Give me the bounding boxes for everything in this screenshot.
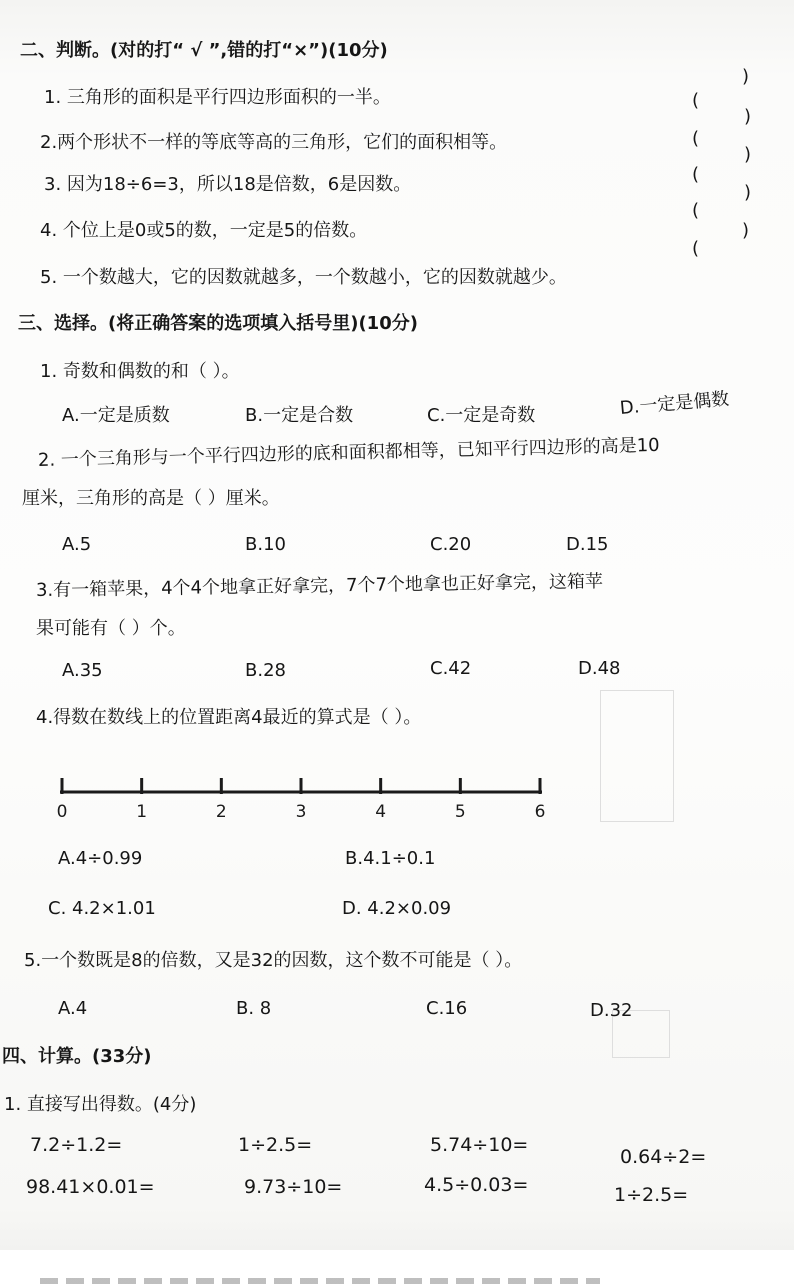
calc-row1-item-3: 5.74÷10= bbox=[430, 1134, 529, 1156]
number-line bbox=[50, 768, 560, 828]
judge-item-1: 1. 三角形的面积是平行四边形面积的一半。 bbox=[44, 87, 391, 108]
choice-q3-option-a: A.35 bbox=[62, 660, 103, 681]
page-bottom-edge bbox=[0, 1250, 794, 1286]
choice-q3-option-b: B.28 bbox=[245, 660, 286, 681]
judge-paren-open-1[interactable]: ( bbox=[692, 90, 700, 111]
choice-q5-option-a: A.4 bbox=[58, 998, 88, 1019]
judge-paren-close-3: ) bbox=[744, 144, 752, 165]
choice-q4-stem: 4.得数在数线上的位置距离4最近的算式是（ ）。 bbox=[36, 707, 422, 728]
number-line-label-2: 2 bbox=[215, 802, 227, 822]
choice-q1-option-c: C.一定是奇数 bbox=[427, 405, 536, 426]
number-line-label-0: 0 bbox=[56, 802, 68, 822]
calc-row1-item-4: 0.64÷2= bbox=[620, 1146, 707, 1168]
judge-item-4: 4. 个位上是0或5的数，一定是5的倍数。 bbox=[40, 220, 368, 241]
number-line-label-1: 1 bbox=[136, 802, 148, 822]
choice-q4-option-c: C. 4.2×1.01 bbox=[48, 898, 156, 919]
judge-paren-close-2: ) bbox=[744, 106, 752, 127]
choice-q2-option-d: D.15 bbox=[566, 534, 609, 555]
judge-paren-open-2[interactable]: ( bbox=[692, 128, 700, 149]
judge-paren-close-5: ) bbox=[742, 220, 750, 241]
choice-q1-option-d: D.一定是偶数 bbox=[619, 388, 731, 419]
choice-q3-stem-line1: 3.有一箱苹果，4个4个地拿正好拿完，7个7个地拿也正好拿完，这箱苹 bbox=[35, 571, 604, 601]
judge-paren-open-4[interactable]: ( bbox=[692, 200, 700, 221]
choice-q2-option-a: A.5 bbox=[62, 534, 92, 555]
bleed-through-figure bbox=[600, 690, 674, 822]
choice-q2-option-b: B.10 bbox=[245, 534, 286, 555]
calc-row2-item-3: 4.5÷0.03= bbox=[424, 1174, 529, 1196]
choice-q3-option-d: D.48 bbox=[578, 658, 621, 679]
calc-heading: 四、计算。(33分) bbox=[2, 1046, 152, 1067]
choice-q2-stem-line1: 2. 一个三角形与一个平行四边形的底和面积都相等，已知平行四边形的高是10 bbox=[37, 434, 660, 471]
judge-item-3: 3. 因为18÷6=3，所以18是倍数，6是因数。 bbox=[44, 174, 412, 195]
judge-paren-open-3[interactable]: ( bbox=[692, 164, 700, 185]
judge-item-2: 2.两个形状不一样的等底等高的三角形，它们的面积相等。 bbox=[40, 132, 508, 153]
choice-q5-stem: 5.一个数既是8的倍数，又是32的因数，这个数不可能是（ ）。 bbox=[24, 950, 523, 971]
choice-q1-option-a: A.一定是质数 bbox=[62, 405, 170, 426]
choice-q4-option-b: B.4.1÷0.1 bbox=[345, 848, 436, 869]
choice-q1-stem: 1. 奇数和偶数的和（ ）。 bbox=[40, 361, 240, 382]
calc-row2-item-2: 9.73÷10= bbox=[244, 1176, 343, 1198]
choice-q5-option-c: C.16 bbox=[426, 998, 468, 1019]
choice-q2-option-c: C.20 bbox=[430, 534, 472, 555]
judge-paren-open-5[interactable]: ( bbox=[692, 238, 700, 259]
choice-q2-stem-line2: 厘米，三角形的高是（ ）厘米。 bbox=[22, 488, 280, 509]
number-line-label-4: 4 bbox=[375, 802, 387, 822]
choice-q4-option-a: A.4÷0.99 bbox=[58, 848, 143, 869]
choice-q5-option-d: D.32 bbox=[590, 1000, 633, 1021]
calc-row2-item-1: 98.41×0.01= bbox=[26, 1176, 155, 1198]
calc-row2-item-4: 1÷2.5= bbox=[614, 1184, 689, 1206]
number-line-label-3: 3 bbox=[295, 802, 307, 822]
cut-off-text-row bbox=[40, 1278, 600, 1284]
calc-row1-item-1: 7.2÷1.2= bbox=[30, 1134, 123, 1156]
judge-item-5: 5. 一个数越大，它的因数就越多，一个数越小，它的因数就越少。 bbox=[40, 267, 567, 288]
choice-q3-stem-line2: 果可能有（ ）个。 bbox=[36, 618, 186, 639]
choice-q1-option-b: B.一定是合数 bbox=[245, 405, 354, 426]
judge-heading: 二、判断。(对的打“ √ ”,错的打“×”)(10分) bbox=[20, 40, 388, 61]
number-line-label-5: 5 bbox=[454, 802, 466, 822]
choice-q4-option-d: D. 4.2×0.09 bbox=[342, 898, 452, 919]
judge-paren-close-4: ) bbox=[744, 182, 752, 203]
calc-sub1-heading: 1. 直接写出得数。(4分) bbox=[4, 1094, 197, 1115]
judge-paren-close-1: ) bbox=[742, 66, 750, 87]
choice-heading: 三、选择。(将正确答案的选项填入括号里)(10分) bbox=[18, 313, 418, 334]
calc-row1-item-2: 1÷2.5= bbox=[238, 1134, 313, 1156]
choice-q5-option-b: B. 8 bbox=[236, 998, 272, 1019]
number-line-label-6: 6 bbox=[534, 802, 546, 822]
choice-q3-option-c: C.42 bbox=[430, 658, 472, 679]
